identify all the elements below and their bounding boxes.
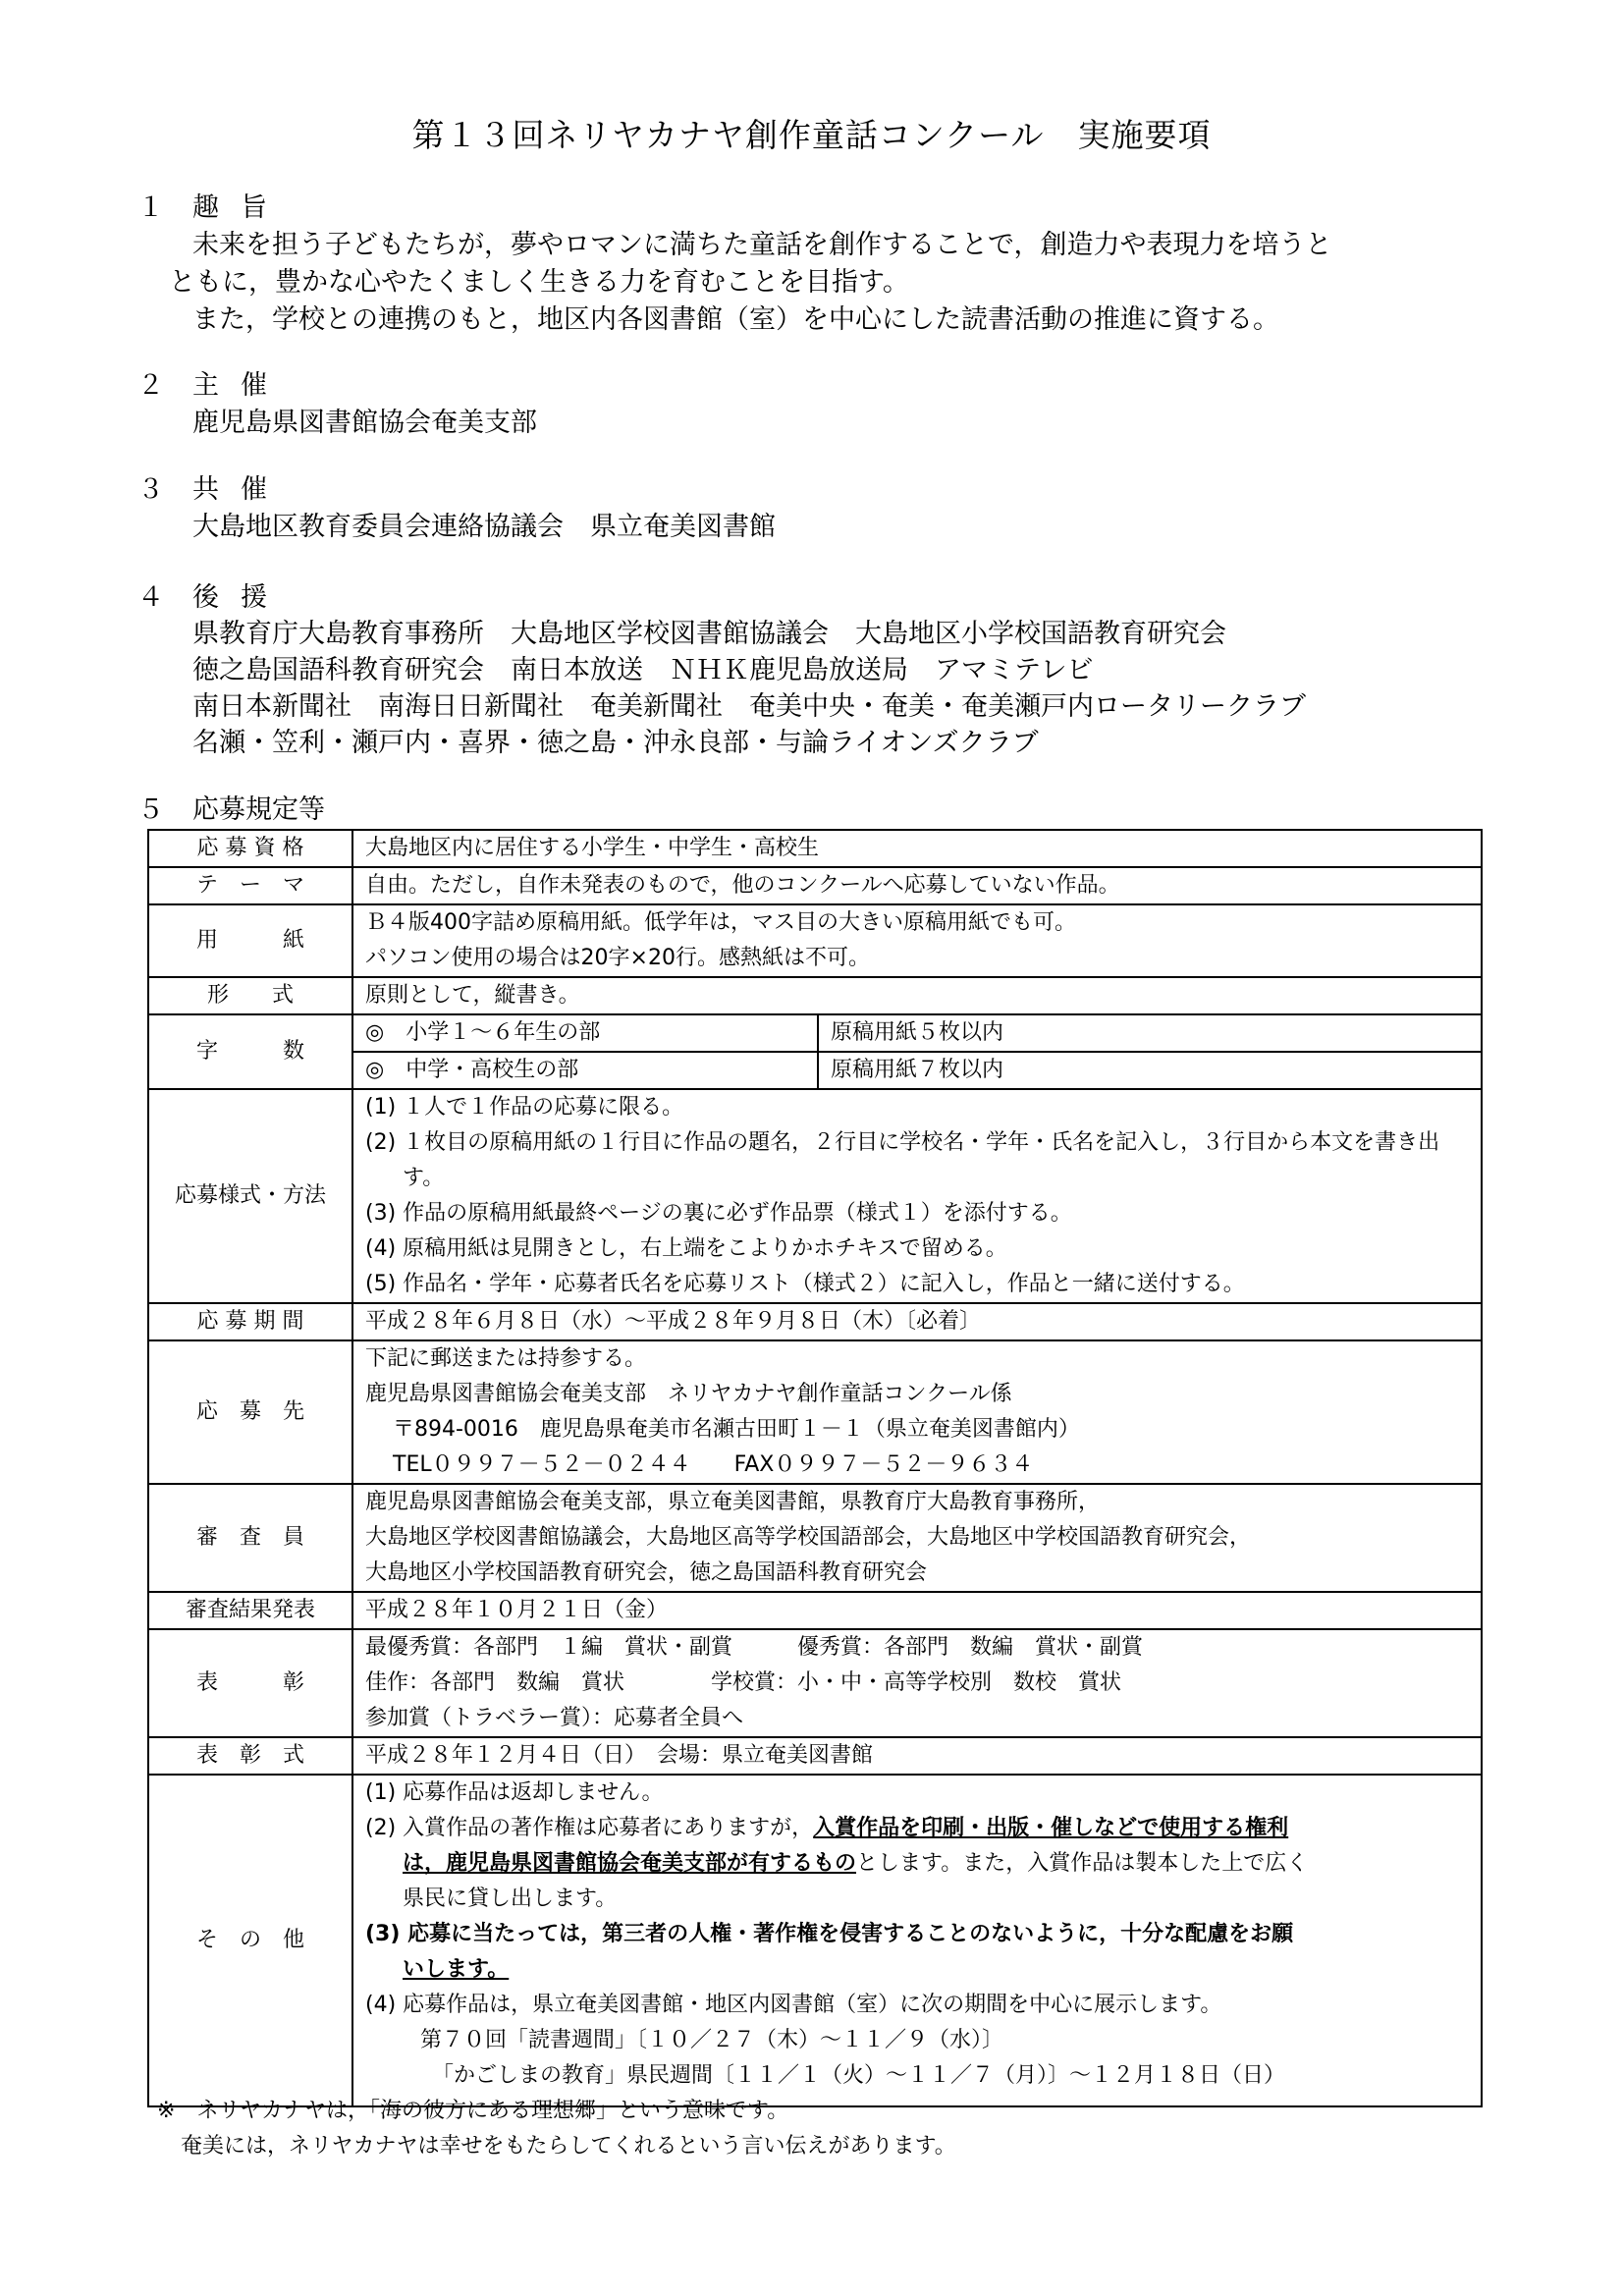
row-label: 表 彰 式 — [148, 1737, 352, 1775]
row-label: 審 査 員 — [148, 1484, 352, 1592]
section-4-line-4: 名瀬・笠利・瀬戸内・喜界・徳之島・沖永良部・与論ライオンズクラブ — [192, 728, 1039, 758]
table-row-ceremony — [148, 1737, 1482, 1775]
document-title: 第１３回ネリヤカナヤ創作童話コンクール 実施要項 — [411, 116, 1212, 154]
row-label: テ ー マ — [148, 867, 352, 904]
row-value: 原則として，縦書き。 — [352, 977, 1482, 1014]
section-1-line-2: ともに，豊かな心やたくましく生きる力を育むことを目指す。 — [169, 267, 909, 298]
method-item: (3) 作品の原稿用紙最終ページの裏に必ず作品票（様式１）を添付する。 — [365, 1201, 1072, 1226]
table-row-destination — [148, 1340, 1482, 1484]
section-2-line-1: 鹿児島県図書館協会奄美支部 — [192, 408, 537, 438]
section-1-heading: １ 趣旨 — [137, 192, 289, 223]
section-2-heading: ２ 主催 — [137, 370, 289, 401]
other-item-cont: は，鹿児島県図書館協会奄美支部が有するものとします。また，入賞作品は製本した上で広く — [403, 1851, 1309, 1876]
exhibit-period-1: 第７０回「読書週間」〔１０／２７（木）～１１／９（水）〕 — [420, 2028, 1004, 2052]
method-item: (4) 原稿用紙は見開きとし，右上端をこよりかホチキスで留める。 — [365, 1236, 1007, 1261]
other-item: (1) 応募作品は返却しません。 — [365, 1780, 664, 1805]
row-label: 応 募 資 格 — [148, 830, 352, 867]
section-1-line-1: 未来を担う子どもたちが，夢やロマンに満ちた童話を創作することで，創造力や表現力を培うと — [192, 230, 1332, 260]
row-label: 応 募 期 間 — [148, 1303, 352, 1340]
table-row-format — [148, 977, 1482, 1014]
section-1-line-3: また，学校との連携のもと，地区内各図書館（室）を中心にした読書活動の推進に資する。 — [192, 304, 1279, 335]
table-row-method — [148, 1089, 1482, 1303]
section-5-heading: ５ 応募規定等 — [137, 794, 325, 825]
footnote-line-2: 奄美には，ネリヤカナヤは幸せをもたらしてくれるという言い伝えがあります。 — [181, 2134, 956, 2159]
other-item-cont: いします。 — [403, 1957, 510, 1982]
table-row-awards — [148, 1629, 1482, 1737]
section-4-line-1: 県教育庁大島教育事務所 大島地区学校図書館協議会 大島地区小学校国語教育研究会 — [192, 619, 1226, 649]
row-label: 形 式 — [148, 977, 352, 1014]
row-value: 最優秀賞：各部門 １編 賞状・副賞 優秀賞：各部門 数編 賞状・副賞 佳作：各部門 数編 賞状 学校賞：小・中・高等学校別 数校 賞状 参加賞（トラベラー賞）：応募者全員へ — [352, 1629, 1482, 1737]
length-row-secondary: ◎ 中学・高校生の部 原稿用紙７枚以内 — [353, 1053, 1481, 1088]
method-item: (5) 作品名・学年・応募者氏名を応募リスト（様式２）に記入し，作品と一緒に送付する。 — [365, 1272, 1245, 1296]
section-4-line-2: 徳之島国語科教育研究会 南日本放送 ＮＨＫ鹿児島放送局 アマミテレビ — [192, 655, 1094, 685]
table-row-other — [148, 1775, 1482, 2106]
other-item: (2) 入賞作品の著作権は応募者にありますが，入賞作品を印刷・出版・催しなどで使用する権利 — [365, 1816, 1289, 1840]
row-label: 審査結果発表 — [148, 1592, 352, 1629]
row-value: 自由。ただし，自作未発表のもので，他のコンクールへ応募していない作品。 — [352, 867, 1482, 904]
row-value — [352, 1014, 1482, 1089]
row-value: 平成２８年１０月２１日（金） — [352, 1592, 1482, 1629]
method-item: (1) １人で１作品の応募に限る。 — [365, 1095, 684, 1120]
section-3-line-1: 大島地区教育委員会連絡協議会 県立奄美図書館 — [192, 512, 776, 542]
table-row-results — [148, 1592, 1482, 1629]
other-item: (3) 応募に当たっては，第三者の人権・著作権を侵害することのないように，十分な配慮をお願 — [365, 1922, 1294, 1946]
row-value: Ｂ４版400字詰め原稿用紙。低学年は，マス目の大きい原稿用紙でも可。 パソコン使用の場合は20字×20行。感熱紙は不可。 — [352, 904, 1482, 977]
footnote-line-1: ※ ネリヤカナヤは，「海の彼方にある理想郷」という意味です。 — [157, 2099, 789, 2123]
other-item: (4) 応募作品は，県立奄美図書館・地区内図書館（室）に次の期間を中心に展示します。 — [365, 1993, 1222, 2017]
table-row-theme — [148, 867, 1482, 904]
row-label: 応募様式・方法 — [148, 1089, 352, 1303]
row-label: 応 募 先 — [148, 1340, 352, 1484]
row-value: 大島地区内に居住する小学生・中学生・高校生 — [352, 830, 1482, 867]
length-row-elementary: ◎ 小学１～６年生の部 原稿用紙５枚以内 — [353, 1015, 1481, 1053]
exhibit-period-2: 「かごしまの教育」県民週間〔１１／１（火）～１１／７（月）〕～１２月１８日（日） — [432, 2063, 1286, 2088]
other-item-cont: 県民に貸し出します。 — [403, 1886, 618, 1911]
table-row-qualification — [148, 830, 1482, 867]
row-value — [352, 1775, 1482, 2106]
table-row-length — [148, 1014, 1482, 1089]
rules-table — [147, 829, 1483, 2107]
row-label: 用 紙 — [148, 904, 352, 977]
row-value: 平成２８年６月８日（水）～平成２８年９月８日（木）〔必着〕 — [352, 1303, 1482, 1340]
row-value: 下記に郵送または持参する。 鹿児島県図書館協会奄美支部 ネリヤカナヤ創作童話コンクール係 〒894-0016 鹿児島県奄美市名瀬古田町１－１（県立奄美図書館内） TEL０９９７－５２－０２４４ FAX０９９７－５２－９６３４ — [352, 1340, 1482, 1484]
row-label: 表 彰 — [148, 1629, 352, 1737]
section-4-heading: ４ 後援 — [137, 582, 289, 613]
table-row-paper — [148, 904, 1482, 977]
row-value: 平成２８年１２月４日（日） 会場：県立奄美図書館 — [352, 1737, 1482, 1775]
row-value: 鹿児島県図書館協会奄美支部，県立奄美図書館，県教育庁大島教育事務所， 大島地区学校図書館協議会，大島地区高等学校国語部会，大島地区中学校国語教育研究会， 大島地区小学校国語教育研究会，徳之島国語科教育研究会 — [352, 1484, 1482, 1592]
row-label: 字 数 — [148, 1014, 352, 1089]
method-item: (2) １枚目の原稿用紙の１行目に作品の題名，２行目に学校名・学年・氏名を記入し，３行目から本文を書き出す。 — [365, 1130, 1440, 1190]
table-row-judges — [148, 1484, 1482, 1592]
row-label: そ の 他 — [148, 1775, 352, 2106]
table-row-period — [148, 1303, 1482, 1340]
section-3-heading: ３ 共催 — [137, 474, 289, 505]
section-4-line-3: 南日本新聞社 南海日日新聞社 奄美新聞社 奄美中央・奄美・奄美瀬戸内ロータリークラブ — [192, 691, 1306, 722]
row-value — [352, 1089, 1482, 1303]
